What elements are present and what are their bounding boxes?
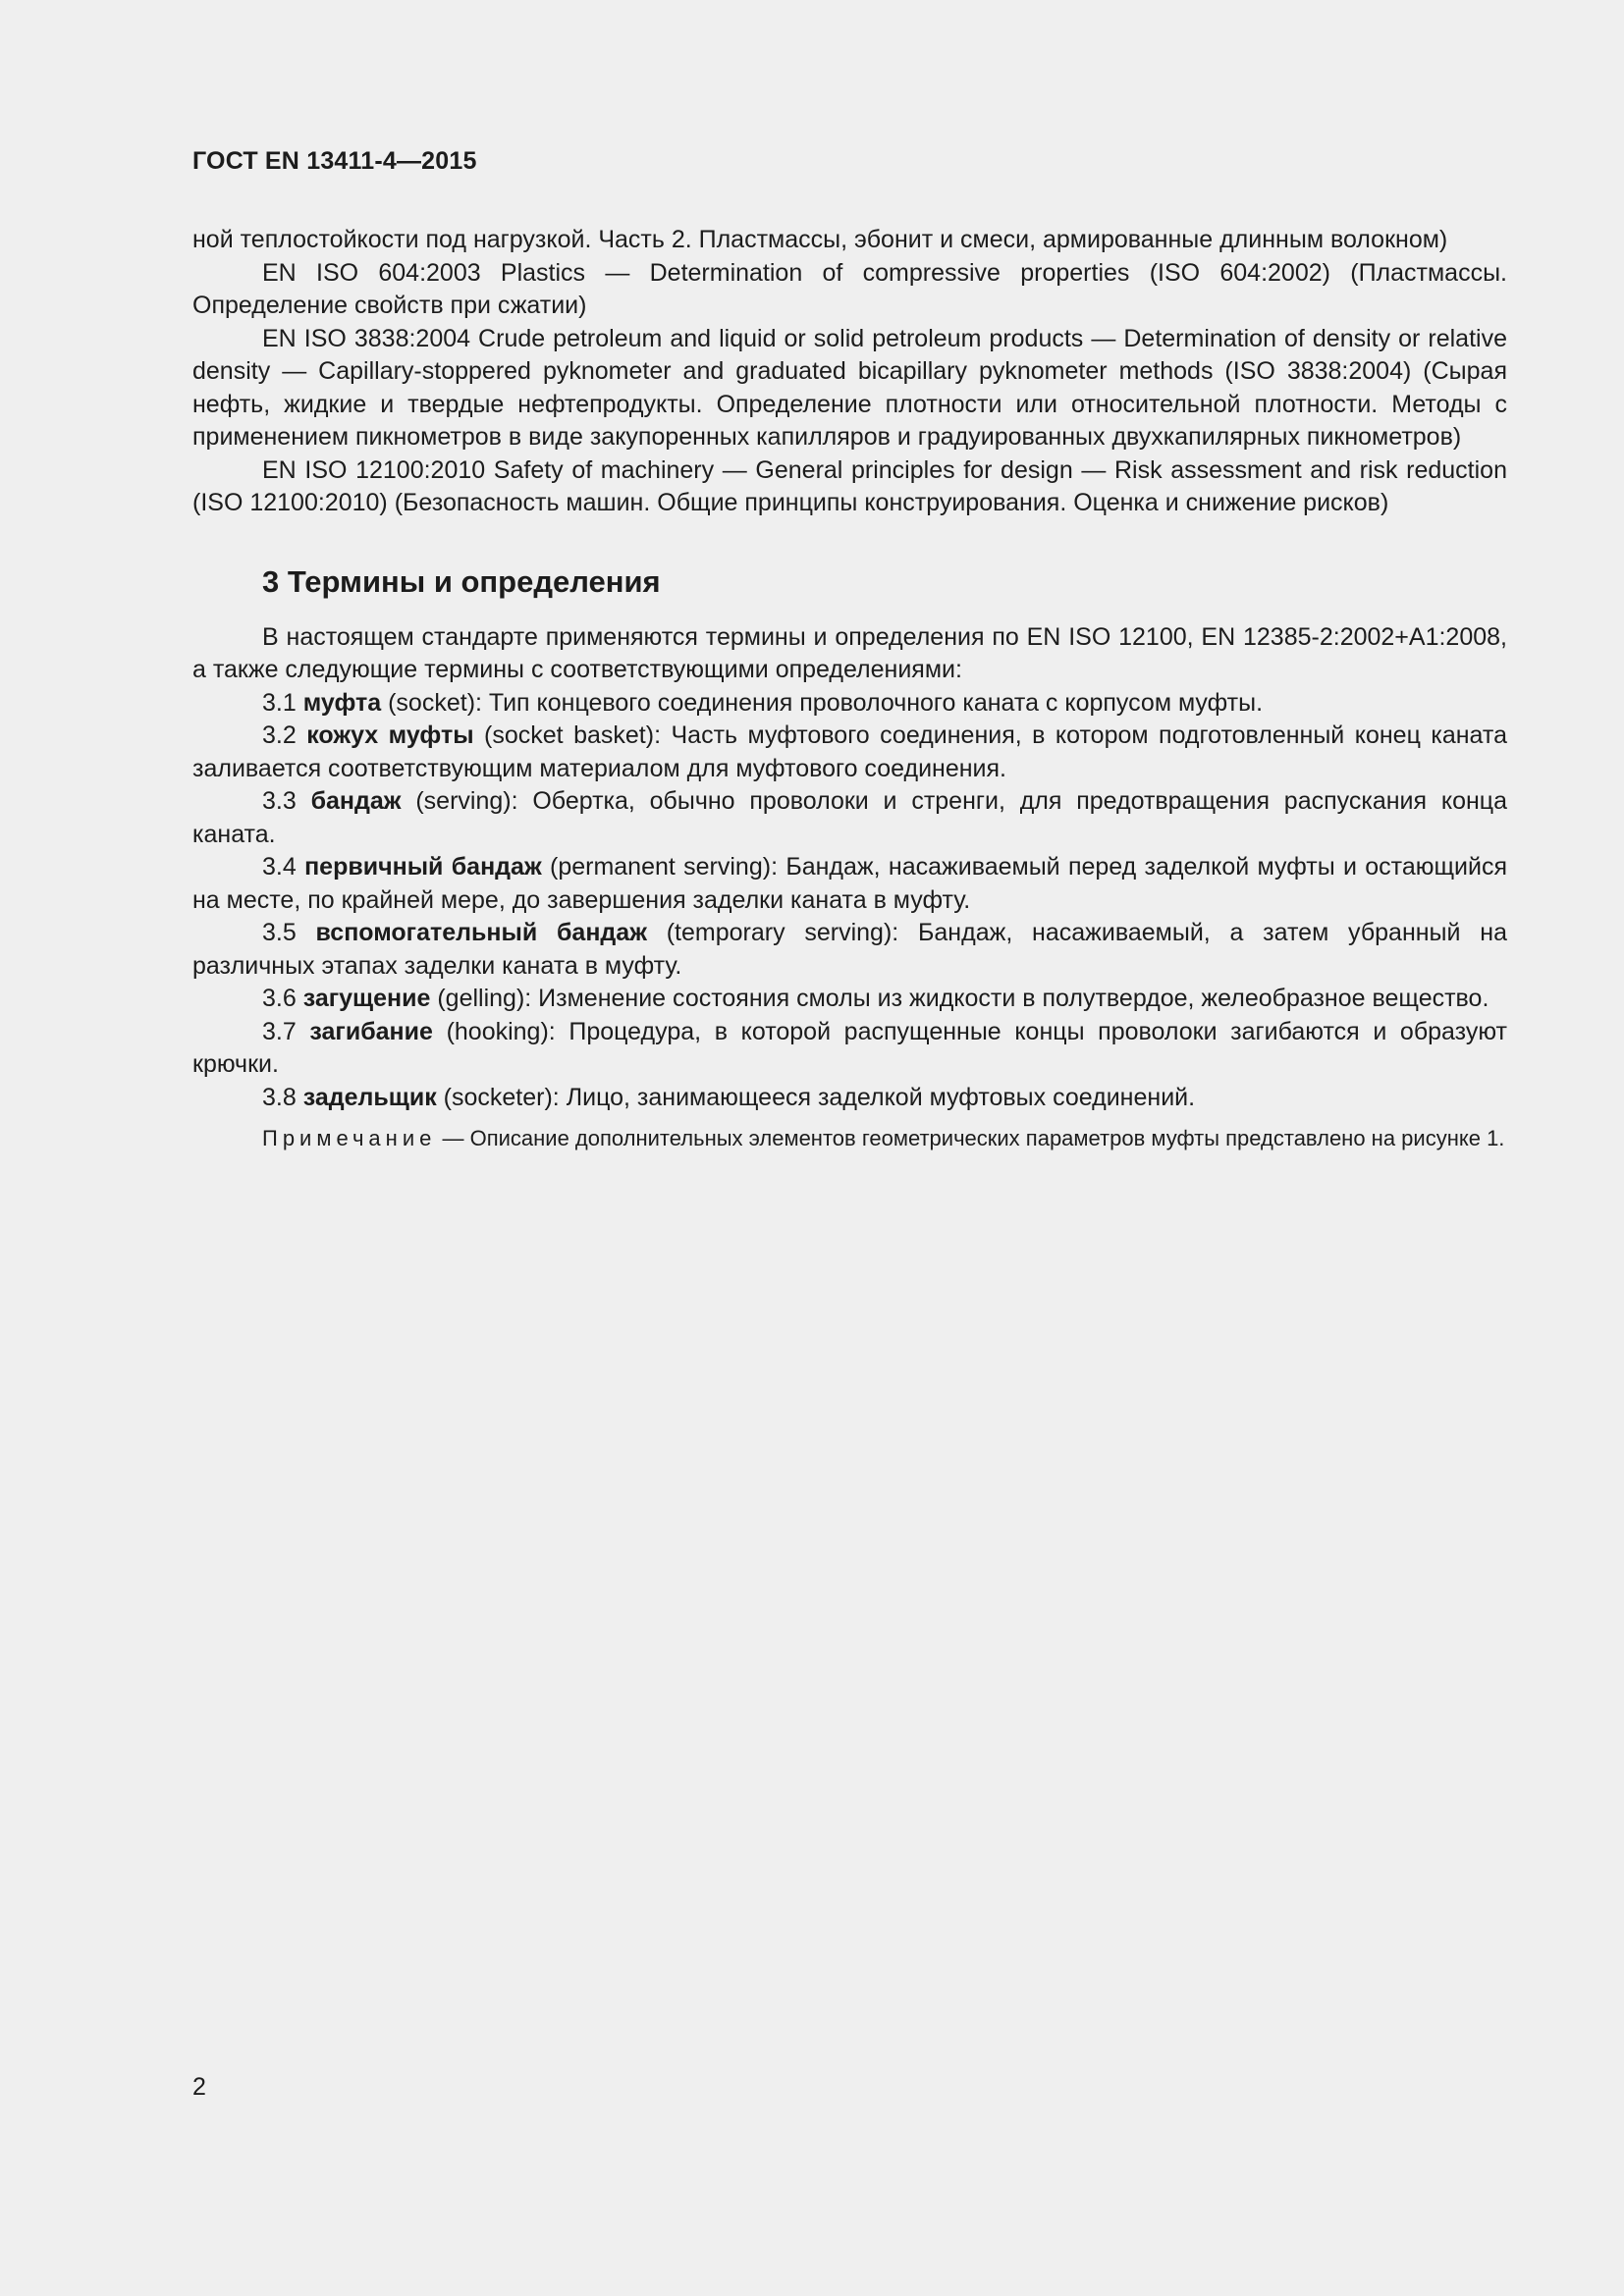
page-content [192,224,1507,1154]
term-number: 3.4 [262,853,297,881]
term-name: вспомогательный бандаж [315,919,647,946]
term-text: (socket): Тип концевого соединения проволочного каната с корпусом муфты. [388,688,1264,717]
term-definition [192,687,1507,721]
term-name: загущение [302,985,431,1012]
term-number: 3.3 [262,787,297,815]
reference-en-iso-12100: EN ISO 12100:2010 Safety of machinery — General principles for design — Risk assessment and risk reduction (ISO 12100:2010) (Безопасность машин. Общие принципы конструирования. Оценка и снижение рисков) [192,455,1507,516]
document-code-header: ГОСТ EN 13411-4—2015 [192,147,477,175]
note-text: — Описание дополнительных элементов геометрических параметров муфты представлено на рисунке 1. [442,1126,1505,1150]
term-number: 3.6 [262,985,297,1012]
term-number: 3.8 [262,1083,297,1111]
term-text: (gelling): Изменение состояния смолы из жидкости в полутвердое, желеобразное вещество. [437,985,1489,1012]
term-definition [192,983,1507,1016]
term-text: (socketer): Лицо, занимающееся заделкой муфтовых соединений. [443,1083,1196,1111]
term-text: (hooking): Процедура, в которой распущенные концы проволоки загибаются и образуют крючки. [192,1017,1508,1078]
reference-en-iso-3838: EN ISO 3838:2004 Crude petroleum and liquid or solid petroleum products — Determination of density or relative density — Capillary-stoppered pyknometer and graduated bicapillary pyknometer methods (ISO 3838:2004) (Сырая нефть, жидкие и твердые нефтепродукты. Определение плотности или относительной плотности. Методы с применением пикнометров в виде закупоренных капилляров и градуированных двухкапилярных пикнометров) [192,324,1507,451]
term-number: 3.2 [262,721,297,749]
term-definition [192,785,1507,851]
reference-en-iso-604: EN ISO 604:2003 Plastics — Determination of compressive properties (ISO 604:2002) (Пластмассы. Определение свойств при сжатии) [192,258,1507,319]
term-text: (permanent serving): Бандаж, насаживаемый перед заделкой муфты и остающийся на месте, по крайней мере, до завершения заделки каната в муфту. [192,853,1508,914]
section-intro: В настоящем стандарте применяются термины и определения по EN ISO 12100, EN 12385-2:2002+A1:2008, а также следующие термины с соответствующими определениями: [192,622,1507,683]
page-number: 2 [192,2073,206,2101]
term-definition [192,851,1507,917]
term-name: муфта [302,688,382,717]
note-label: Примечание [262,1126,437,1150]
term-definition [192,1082,1507,1115]
term-name: кожух муфты [306,721,474,749]
term-number: 3.5 [262,919,297,946]
note [192,1123,1507,1154]
term-definition [192,917,1507,983]
term-definition [192,720,1507,785]
reference-continuation: ной теплостойкости под нагрузкой. Часть 2. Пластмассы, эбонит и смеси, армированные длинным волокном) [192,226,1448,253]
term-name: бандаж [310,787,402,815]
term-number: 3.1 [262,688,297,717]
term-text: (temporary serving): Бандаж, насаживаемый, а затем убранный на различных этапах заделки каната в муфту. [192,919,1507,980]
term-name: первичный бандаж [304,853,542,881]
term-name: загибание [309,1017,433,1045]
term-text: (serving): Обертка, обычно проволоки и стренги, для предотвращения распускания конца каната. [192,787,1508,848]
term-definition [192,1016,1507,1082]
term-number: 3.7 [262,1017,297,1045]
section-title: 3 Термины и определения [262,563,661,599]
term-text: (socket basket): Часть муфтового соединения, в котором подготовленный конец каната заливается соответствующим материалом для муфтового соединения. [192,721,1507,782]
term-name: задельщик [302,1083,437,1111]
